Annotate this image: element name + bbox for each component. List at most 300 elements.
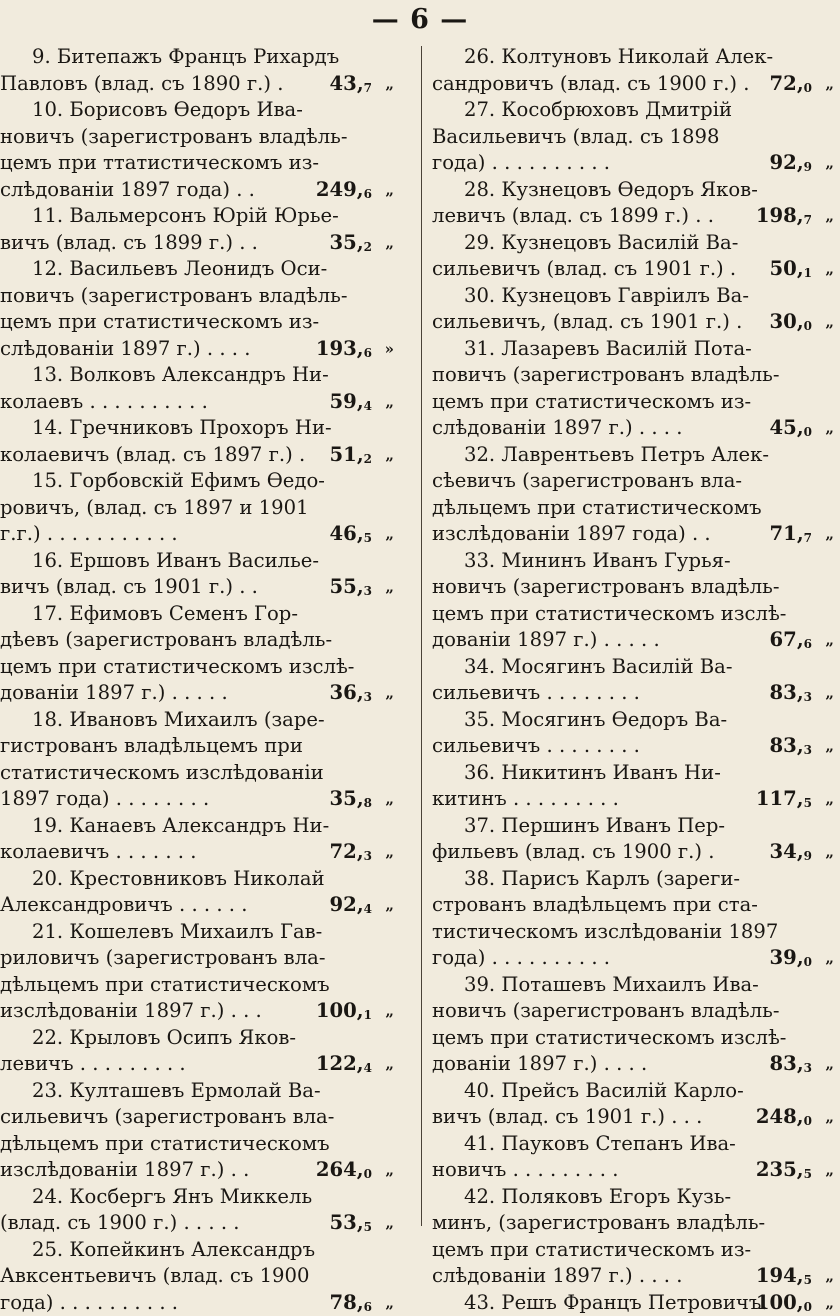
entry-text: цемъ при ттатистическомъ из-	[0, 150, 319, 177]
entry-line	[432, 1184, 840, 1211]
value-whole: 83,	[770, 734, 804, 757]
ditto-mark: „	[825, 150, 834, 177]
value-decimal: 0	[804, 1300, 812, 1314]
entry-text: Васильевичъ (влад. съ 1898	[432, 124, 719, 151]
entry-name: 32. Лаврентьевъ Петръ Алек-	[432, 442, 769, 469]
ditto-mark: „	[385, 839, 394, 866]
value-decimal: 0	[804, 955, 812, 969]
entry-text: минъ, (зарегистрованъ владѣль-	[432, 1210, 765, 1237]
value-whole: 92,	[330, 893, 364, 916]
entry-line	[0, 839, 400, 866]
value-decimal: 5	[364, 1220, 372, 1234]
entry-area-value	[756, 786, 812, 813]
value-whole: 194,	[756, 1264, 804, 1287]
value-decimal: 0	[804, 1114, 812, 1128]
ledger-entry	[0, 1078, 400, 1184]
entry-line	[0, 150, 400, 177]
entry-text: фильевъ (влад. съ 1900 г.) .	[432, 839, 715, 866]
entry-line	[0, 919, 400, 946]
entry-line	[432, 203, 840, 230]
entry-line	[0, 1290, 400, 1316]
entry-line	[0, 998, 400, 1025]
value-decimal: 9	[804, 849, 812, 863]
ditto-mark: „	[825, 415, 834, 442]
value-whole: 43,	[330, 72, 364, 95]
value-whole: 72,	[330, 840, 364, 863]
entry-line	[432, 707, 840, 734]
entry-name: 31. Лазаревъ Василій Пота-	[432, 336, 752, 363]
entry-area-value	[770, 680, 812, 707]
ditto-mark: „	[825, 1104, 834, 1131]
entry-line	[432, 71, 840, 98]
value-whole: 39,	[770, 946, 804, 969]
entry-name: 43. Решъ Францъ Петровичъ.	[432, 1290, 768, 1316]
entry-name: 16. Ершовъ Иванъ Василье-	[0, 548, 319, 575]
entry-line	[0, 654, 400, 681]
page-number: — 6 —	[0, 2, 840, 38]
entry-line	[432, 124, 840, 151]
entry-area-value	[330, 786, 372, 813]
entry-text: вичъ (влад. съ 1901 г.) . .	[0, 574, 258, 601]
ledger-entry	[0, 256, 400, 362]
entry-name: 15. Горбовскій Ефимъ Өедо-	[0, 468, 325, 495]
entry-name: 40. Прейсъ Василій Карло-	[432, 1078, 744, 1105]
value-decimal: 1	[364, 1008, 372, 1022]
value-whole: 55,	[330, 575, 364, 598]
entry-line	[432, 1263, 840, 1290]
entry-area-value	[770, 839, 812, 866]
entry-text: китинъ . . . . . . . . .	[432, 786, 619, 813]
ditto-mark: „	[385, 177, 394, 204]
ledger-entry	[0, 707, 400, 813]
value-decimal: 2	[364, 240, 372, 254]
ditto-mark: „	[385, 71, 394, 98]
entry-line	[432, 733, 840, 760]
entry-text: изслѣдованіи 1897 года) . .	[432, 521, 711, 548]
entry-name: 37. Першинъ Иванъ Пер-	[432, 813, 725, 840]
entry-line	[432, 1290, 840, 1316]
ditto-mark: „	[825, 786, 834, 813]
value-whole: 36,	[330, 681, 364, 704]
entry-line	[432, 44, 840, 71]
entry-text: новичъ . . . . . . . . .	[432, 1157, 618, 1184]
ditto-mark: „	[385, 230, 394, 257]
value-decimal: 7	[364, 81, 372, 95]
entry-area-value	[330, 521, 372, 548]
value-decimal: 1	[804, 266, 812, 280]
value-whole: 248,	[756, 1105, 804, 1128]
ledger-entry	[432, 548, 832, 654]
entry-text: колаевъ . . . . . . . . . .	[0, 389, 208, 416]
value-whole: 92,	[770, 151, 804, 174]
entry-line	[0, 760, 400, 787]
ledger-entry	[432, 1290, 832, 1316]
entry-name: 39. Поташевъ Михаилъ Ива-	[432, 972, 759, 999]
ditto-mark: „	[385, 442, 394, 469]
entry-line	[432, 919, 840, 946]
ditto-mark: „	[385, 1290, 394, 1316]
entry-name: 38. Парисъ Карлъ (зареги-	[432, 866, 740, 893]
entry-text: Авксентьевичъ (влад. съ 1900	[0, 1263, 309, 1290]
ditto-mark: „	[825, 945, 834, 972]
entry-area-value	[316, 177, 372, 204]
entry-line	[432, 309, 840, 336]
ledger-entry	[432, 707, 832, 760]
value-whole: 50,	[770, 257, 804, 280]
ditto-mark: „	[385, 680, 394, 707]
entry-line	[432, 839, 840, 866]
entry-area-value	[316, 1157, 372, 1184]
entry-line	[432, 1078, 840, 1105]
entry-line	[0, 813, 400, 840]
entry-text: новичъ (зарегистрованъ владѣль-	[432, 574, 779, 601]
value-decimal: 3	[364, 690, 372, 704]
entry-text: сандровичъ (влад. съ 1900 г.) .	[432, 71, 750, 98]
ditto-mark: „	[385, 1210, 394, 1237]
entry-name: 10. Борисовъ Өедоръ Ива-	[0, 97, 303, 124]
entry-text: гистрованъ владѣльцемъ при	[0, 733, 303, 760]
value-decimal: 2	[364, 452, 372, 466]
ledger-entry	[432, 97, 832, 177]
column-divider	[421, 46, 422, 1226]
entry-line	[432, 627, 840, 654]
entry-name: 27. Кособрюховъ Дмитрій	[432, 97, 732, 124]
ditto-mark: „	[825, 521, 834, 548]
entry-text: сильевичъ . . . . . . . .	[432, 680, 640, 707]
entry-line	[0, 230, 400, 257]
value-whole: 249,	[316, 178, 364, 201]
ditto-mark: „	[825, 680, 834, 707]
ledger-entry	[432, 283, 832, 336]
entry-line	[0, 256, 400, 283]
value-decimal: 6	[364, 187, 372, 201]
entry-text: цемъ при статистическомъ из-	[432, 1237, 751, 1264]
entry-text: Павловъ (влад. съ 1890 г.) .	[0, 71, 283, 98]
entry-name: 12. Васильевъ Леонидъ Оси-	[0, 256, 327, 283]
ledger-entry	[0, 362, 400, 415]
entry-name: 26. Колтуновъ Николай Алек-	[432, 44, 773, 71]
value-decimal: 6	[804, 637, 812, 651]
ditto-mark: „	[385, 1157, 394, 1184]
value-whole: 83,	[770, 681, 804, 704]
value-decimal: 5	[804, 796, 812, 810]
entry-area-value	[330, 442, 372, 469]
entry-name: 35. Мосягинъ Өедоръ Ва-	[432, 707, 727, 734]
entry-name: 34. Мосягинъ Василій Ва-	[432, 654, 732, 681]
value-decimal: 9	[804, 160, 812, 174]
entry-line	[432, 680, 840, 707]
ledger-entry	[0, 97, 400, 203]
ledger-entry	[0, 866, 400, 919]
ledger-entry	[0, 919, 400, 1025]
value-whole: 53,	[330, 1211, 364, 1234]
ledger-entry	[432, 813, 832, 866]
entry-line	[432, 495, 840, 522]
entry-text: колаевичъ . . . . . . .	[0, 839, 196, 866]
value-whole: 30,	[770, 310, 804, 333]
entry-area-value	[770, 71, 812, 98]
ditto-mark: „	[825, 1157, 834, 1184]
value-whole: 46,	[330, 522, 364, 545]
entry-area-value	[316, 998, 372, 1025]
entry-line	[432, 1157, 840, 1184]
entry-line	[0, 1025, 400, 1052]
entry-line	[0, 601, 400, 628]
entry-line	[0, 1051, 400, 1078]
entry-name: 28. Кузнецовъ Өедоръ Яков-	[432, 177, 758, 204]
entry-text: цемъ при статистическомъ изслѣ-	[432, 1025, 786, 1052]
entry-line	[432, 813, 840, 840]
entry-area-value	[330, 892, 372, 919]
entry-text: слѣдованіи 1897 г.) . . . .	[432, 1263, 682, 1290]
entry-area-value	[316, 1051, 372, 1078]
entry-text: новичъ (зарегистрованъ владѣль-	[432, 998, 779, 1025]
entry-line	[0, 362, 400, 389]
ledger-entry	[432, 1078, 832, 1131]
value-whole: 122,	[316, 1052, 364, 1075]
left-column	[0, 44, 400, 1316]
entry-line	[432, 283, 840, 310]
entry-text: левичъ . . . . . . . . .	[0, 1051, 186, 1078]
entry-area-value	[330, 230, 372, 257]
entry-line	[0, 44, 400, 71]
entry-line	[0, 442, 400, 469]
entry-line	[432, 1051, 840, 1078]
ditto-mark: „	[825, 309, 834, 336]
entry-text: повичъ (зарегистрованъ владѣль-	[432, 362, 779, 389]
ditto-mark: „	[385, 998, 394, 1025]
value-whole: 67,	[770, 628, 804, 651]
entry-area-value	[770, 150, 812, 177]
ledger-entry	[0, 468, 400, 548]
entry-line	[0, 548, 400, 575]
entry-name: 14. Гречниковъ Прохоръ Ни-	[0, 415, 332, 442]
value-decimal: 7	[804, 531, 812, 545]
entry-line	[0, 627, 400, 654]
entry-name: 24. Косбергъ Янъ Миккель	[0, 1184, 312, 1211]
ledger-entry	[432, 230, 832, 283]
ditto-mark: „	[825, 1290, 834, 1316]
entry-name: 25. Копейкинъ Александръ	[0, 1237, 315, 1264]
entry-text: вичъ (влад. съ 1899 г.) . .	[0, 230, 258, 257]
entry-area-value	[316, 336, 372, 363]
entry-text: слѣдованіи 1897 года) . .	[0, 177, 255, 204]
entry-line	[432, 760, 840, 787]
value-whole: 117,	[756, 787, 804, 810]
entry-text: слѣдованіи 1897 г.) . . . .	[0, 336, 250, 363]
entry-text: ровичъ, (влад. съ 1897 и 1901	[0, 495, 309, 522]
entry-line	[0, 521, 400, 548]
ledger-entry	[0, 601, 400, 707]
value-decimal: 4	[364, 399, 372, 413]
entry-name: 22. Крыловъ Осипъ Яков-	[0, 1025, 296, 1052]
entry-line	[0, 1078, 400, 1105]
entry-text: дованіи 1897 г.) . . . . .	[432, 627, 660, 654]
entry-area-value	[756, 203, 812, 230]
value-decimal: 3	[804, 1061, 812, 1075]
ledger-entry	[0, 1237, 400, 1316]
entry-line	[432, 1210, 840, 1237]
value-decimal: 5	[804, 1167, 812, 1181]
entry-name: 19. Канаевъ Александръ Ни-	[0, 813, 329, 840]
value-decimal: 0	[804, 425, 812, 439]
entry-area-value	[330, 71, 372, 98]
entry-line	[432, 97, 840, 124]
entry-text: новичъ (зарегистрованъ владѣль-	[0, 124, 320, 151]
entry-line	[0, 707, 400, 734]
value-decimal: 0	[364, 1167, 372, 1181]
ledger-entry	[432, 336, 832, 442]
entry-area-value	[770, 733, 812, 760]
right-column	[432, 44, 832, 1316]
entry-area-value	[756, 1157, 812, 1184]
entry-text: слѣдованіи 1897 г.) . . . .	[432, 415, 682, 442]
value-whole: 198,	[756, 204, 804, 227]
entry-text: цемъ при статистическомъ изслѣ-	[0, 654, 320, 681]
ledger-entry	[0, 1184, 400, 1237]
entry-text: сильевичъ . . . . . . . .	[432, 733, 640, 760]
ditto-mark: „	[825, 627, 834, 654]
entry-area-value	[330, 1290, 372, 1316]
entry-line	[432, 998, 840, 1025]
entry-line	[0, 124, 400, 151]
entry-line	[432, 866, 840, 893]
entry-line	[0, 1104, 400, 1131]
entry-line	[0, 495, 400, 522]
entry-line	[432, 1237, 840, 1264]
entry-text: года) . . . . . . . . . .	[432, 150, 610, 177]
entry-line	[432, 177, 840, 204]
entry-text: колаевичъ (влад. съ 1897 г.) .	[0, 442, 305, 469]
entry-name: 36. Никитинъ Иванъ Ни-	[432, 760, 721, 787]
value-decimal: 4	[364, 1061, 372, 1075]
entry-line	[432, 362, 840, 389]
entry-area-value	[330, 574, 372, 601]
entry-line	[0, 468, 400, 495]
entry-text: (влад. съ 1900 г.) . . . . .	[0, 1210, 240, 1237]
value-decimal: 6	[364, 1300, 372, 1314]
value-decimal: 8	[364, 796, 372, 810]
entry-line	[0, 389, 400, 416]
entry-line	[0, 1263, 400, 1290]
ditto-mark: „	[385, 892, 394, 919]
ditto-mark: »	[385, 336, 394, 363]
entry-line	[0, 97, 400, 124]
entry-name: 13. Волковъ Александръ Ни-	[0, 362, 329, 389]
entry-name: 41. Пауковъ Степанъ Ива-	[432, 1131, 736, 1158]
entry-text: сильевичъ, (влад. съ 1901 г.) .	[432, 309, 742, 336]
entry-line	[0, 1237, 400, 1264]
ledger-entry	[432, 1184, 832, 1290]
entry-name: 9. Битепажъ Францъ Рихардъ	[0, 44, 339, 71]
entry-text: 1897 года) . . . . . . . .	[0, 786, 209, 813]
ledger-entry	[432, 972, 832, 1078]
entry-line	[0, 972, 400, 999]
entry-text: дѣльцемъ при статистическомъ	[0, 972, 320, 999]
entry-line	[0, 866, 400, 893]
entry-name: 33. Мининъ Иванъ Гурья-	[432, 548, 731, 575]
value-decimal: 3	[804, 690, 812, 704]
entry-line	[0, 309, 400, 336]
value-whole: 100,	[316, 999, 364, 1022]
entry-text: сильевичъ (влад. съ 1901 г.) .	[432, 256, 736, 283]
ditto-mark: „	[385, 786, 394, 813]
ditto-mark: „	[385, 1051, 394, 1078]
ledger-entry	[432, 866, 832, 972]
entry-text: Александровичъ . . . . . .	[0, 892, 248, 919]
ditto-mark: „	[825, 256, 834, 283]
entry-area-value	[770, 1051, 812, 1078]
ledger-entry	[432, 177, 832, 230]
entry-area-value	[770, 945, 812, 972]
entry-line	[432, 601, 840, 628]
entry-line	[0, 892, 400, 919]
ledger-entry	[432, 1131, 832, 1184]
entry-text: тистическомъ изслѣдованіи 1897	[432, 919, 778, 946]
entry-line	[0, 1210, 400, 1237]
ledger-entry	[432, 760, 832, 813]
ditto-mark: „	[385, 389, 394, 416]
entry-name: 20. Крестовниковъ Николай	[0, 866, 325, 893]
entry-text: вичъ (влад. съ 1901 г.) . . .	[432, 1104, 702, 1131]
entry-line	[432, 442, 840, 469]
ditto-mark: „	[385, 574, 394, 601]
ditto-mark: „	[825, 1051, 834, 1078]
ledger-entry	[0, 813, 400, 866]
entry-line	[0, 680, 400, 707]
entry-line	[432, 256, 840, 283]
entry-name: 42. Поляковъ Егоръ Кузь-	[432, 1184, 731, 1211]
value-decimal: 5	[804, 1273, 812, 1287]
value-whole: 35,	[330, 231, 364, 254]
value-decimal: 4	[364, 902, 372, 916]
entry-area-value	[330, 680, 372, 707]
entry-text: дѣльцемъ при статистическомъ	[432, 495, 762, 522]
entry-line	[432, 389, 840, 416]
entry-area-value	[770, 415, 812, 442]
ledger-entry	[0, 1025, 400, 1078]
ditto-mark: „	[825, 71, 834, 98]
entry-line	[0, 71, 400, 98]
entry-text: цемъ при статистическомъ из-	[0, 309, 319, 336]
entry-text: цемъ при статистическомъ изслѣ-	[432, 601, 786, 628]
entry-line	[432, 654, 840, 681]
ditto-mark: „	[825, 733, 834, 760]
entry-text: дованіи 1897 г.) . . . . .	[0, 680, 228, 707]
entry-text: левичъ (влад. съ 1899 г.) . .	[432, 203, 714, 230]
entry-area-value	[756, 1104, 812, 1131]
entry-text: дѣевъ (зарегистрованъ владѣль-	[0, 627, 320, 654]
entry-text: статистическомъ изслѣдованіи	[0, 760, 320, 787]
entry-line	[432, 574, 840, 601]
entry-text: года) . . . . . . . . . .	[0, 1290, 178, 1316]
value-decimal: 5	[364, 531, 372, 545]
entry-text: изслѣдованіи 1897 г.) . . .	[0, 998, 262, 1025]
entry-line	[0, 1157, 400, 1184]
entry-name: 21. Кошелевъ Михаилъ Гав-	[0, 919, 322, 946]
value-decimal: 0	[804, 319, 812, 333]
entry-line	[432, 786, 840, 813]
ledger-entry	[432, 442, 832, 548]
ledger-entry	[432, 654, 832, 707]
entry-line	[432, 336, 840, 363]
entry-line	[0, 945, 400, 972]
entry-name: 30. Кузнецовъ Гавріилъ Ва-	[432, 283, 749, 310]
entry-line	[0, 283, 400, 310]
entry-text: сѣевичъ (зарегистрованъ вла-	[432, 468, 742, 495]
entry-line	[432, 150, 840, 177]
entry-text: изслѣдованіи 1897 г.) . .	[0, 1157, 249, 1184]
